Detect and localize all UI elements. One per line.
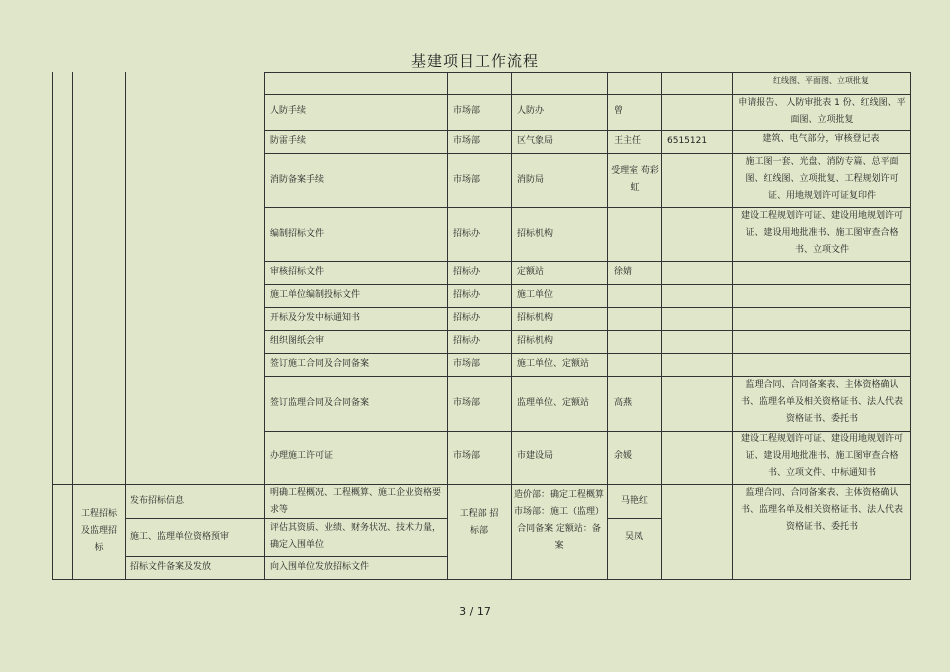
task-cell: 人防手续 [270,106,307,116]
docs-cell: 建设工程规划许可证、建设用地规划许可证、建设用地批准书、施工图审查合格书、立项文件、中标通知书 [740,434,903,478]
task-cell: 签订监理合同及合同备案 [270,398,370,408]
org-cell: 招标机构 [517,313,554,323]
docs-cell: 红线图、平面图、立项批复 [773,76,869,85]
org-cell: 人防办 [517,106,545,116]
dept-cell: 市场部 [453,451,481,461]
task-cell: 消防备案手续 [270,175,325,185]
dept-cell: 招标办 [453,267,481,277]
document-title: 基建项目工作流程 [410,52,539,70]
docs-cell: 监理合同、合同备案表、主体资格确认书、监理名单及相关资格证书、法人代表资格证书、委托书 [740,380,903,424]
task-cell: 组织图纸会审 [270,336,325,346]
docs-cell: 施工图一套、光盘、消防专篇、总平面图、红线图、立项批复、工程规划许可证、用地规划许可证复印件 [745,157,899,201]
docs-cell: 建设工程规划许可证、建设用地规划许可证、建设用地批准书、施工图审查合格书、立项文件 [740,211,903,255]
dept-cell: 工程部 招标部 [459,509,499,536]
task-cell: 签订施工合同及合同备案 [270,359,370,369]
content-cell: 明确工程概况、工程概算、施工企业资格要求等 [270,488,442,515]
org-cell: 监理单位、定额站 [517,398,590,408]
task-cell: 审核招标文件 [270,267,325,277]
task-cell: 施工单位编制投标文件 [270,290,361,300]
person-cell: 高燕 [614,398,633,408]
docs-cell: 建筑、电气部分，审核登记表 [762,134,880,144]
content-cell: 评估其资质、业绩、财务状况、技术力量，确定入围单位 [270,523,442,550]
step-cell: 招标文件备案及发放 [130,562,212,572]
org-cell: 市建设局 [517,451,554,461]
person-cell: 马艳红 [621,496,649,506]
step-cell: 发布招标信息 [130,496,185,506]
dept-cell: 市场部 [453,398,481,408]
dept-cell: 市场部 [453,106,481,116]
page-number: 3 / 17 [459,605,491,618]
person-cell: 受理室 苟彩虹 [611,166,659,193]
dept-cell: 市场部 [453,136,481,146]
dept-cell: 招标办 [453,229,481,239]
org-cell: 定额站 [517,267,545,277]
task-cell: 开标及分发中标通知书 [270,313,361,323]
org-cell: 消防局 [517,175,545,185]
person-cell: 王主任 [614,136,642,146]
org-cell: 招标机构 [517,336,554,346]
org-cell: 区气象局 [517,136,554,146]
task-cell: 编制招标文件 [270,229,325,239]
docs-cell: 申请报告、 人防审批表 1 份、红线图、平面图、立项批复 [738,98,906,125]
task-cell: 防雷手续 [270,136,307,146]
stage-cell: 工程招标及监理招标 [80,509,117,553]
content-cell: 向入围单位发放招标文件 [270,562,370,572]
org-cell: 施工单位、定额站 [517,359,590,369]
org-cell: 施工单位 [517,290,554,300]
dept-cell: 招标办 [453,290,481,300]
person-cell: 曾 [614,106,624,116]
dept-cell: 招标办 [453,313,481,323]
dept-cell: 市场部 [453,359,481,369]
person-cell: 余媛 [614,451,633,461]
step-cell: 施工、监理单位资格预审 [130,532,230,542]
person-cell: 吴凤 [625,532,644,542]
org-cell: 造价部：确定工程概算 市场部：施工（监理）合同备案 定额站：备案 [514,490,605,551]
dept-cell: 市场部 [453,175,481,185]
docs-cell: 监理合同、合同备案表、主体资格确认书、监理名单及相关资格证书、法人代表资格证书、委托书 [740,488,903,532]
dept-cell: 招标办 [453,336,481,346]
task-cell: 办理施工许可证 [270,451,334,461]
person-cell: 徐婧 [614,267,633,277]
phone-cell: 6515121 [667,136,708,146]
org-cell: 招标机构 [517,229,554,239]
